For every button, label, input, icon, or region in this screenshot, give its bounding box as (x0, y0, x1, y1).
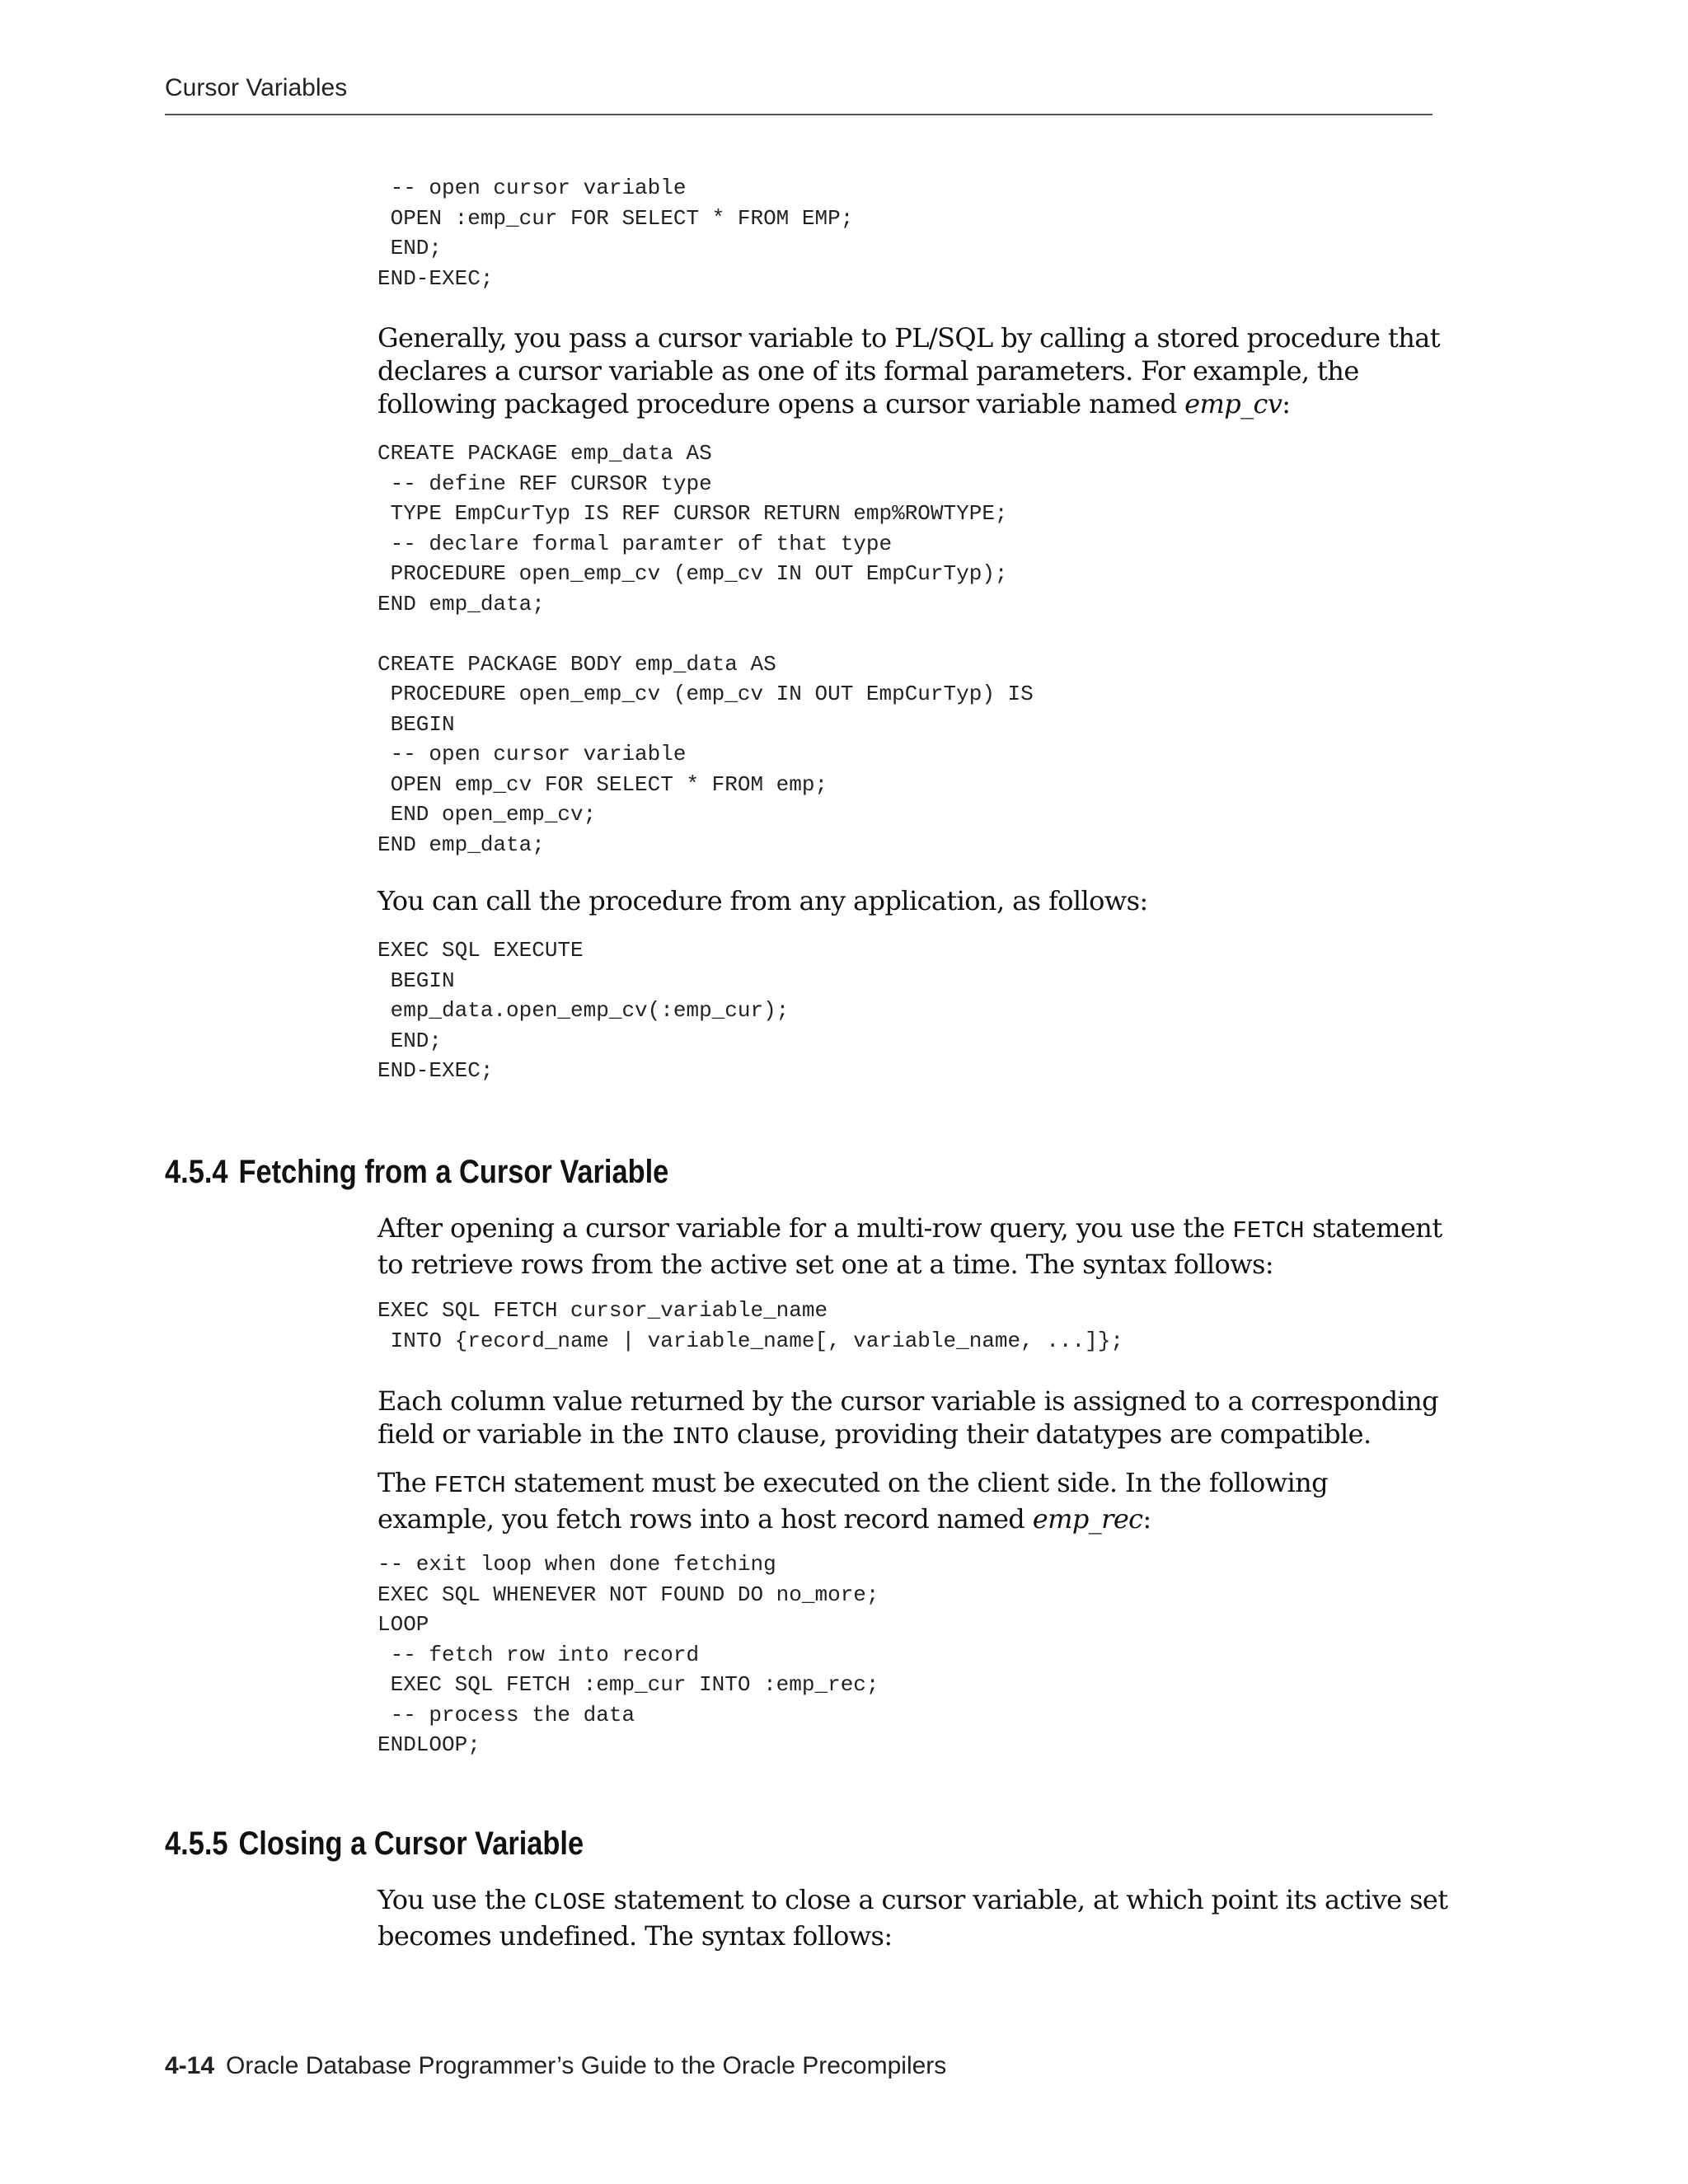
code-block-exec: EXEC SQL EXECUTE BEGIN emp_data.open_emp_cv(:emp_cur); END; END-EXEC; (377, 938, 790, 1083)
paragraph-text: clause, providing their datatypes are compatible. (729, 1418, 1372, 1450)
paragraph-close-intro (377, 1883, 1449, 1952)
section-title: Closing a Cursor Variable (238, 1825, 584, 1862)
paragraph-text: Each column value returned by the cursor variable is assigned to a corresponding field or variable in the (377, 1385, 1439, 1450)
section-heading-closing (165, 1825, 584, 1863)
code-block-open-cursor: -- open cursor variable OPEN :emp_cur FOR SELECT * FROM EMP; END; END-EXEC; (377, 176, 854, 291)
paragraph-pass-cursor-variable (377, 321, 1449, 420)
paragraph-text: statement to close a cursor variable, at which point its active set becomes undefined. The syntax follows: (377, 1884, 1448, 1952)
book-title: Oracle Database Programmer’s Guide to the Oracle Precompilers (226, 2052, 947, 2079)
italic-term: emp_cv (1184, 388, 1282, 419)
paragraph-text: statement to retrieve rows from the active set one at a time. The syntax follows: (377, 1212, 1442, 1280)
code-block-fetch-syntax: EXEC SQL FETCH cursor_variable_name INTO {record_name | variable_name[, variable_name, ...]}; (377, 1298, 1123, 1353)
paragraph-text: : (1282, 388, 1291, 419)
running-header: Cursor Variables (165, 74, 348, 101)
page-footer (165, 2052, 946, 2080)
paragraph-fetch-intro (377, 1212, 1449, 1281)
code-block-fetch-loop: -- exit loop when done fetching EXEC SQL WHENEVER NOT FOUND DO no_more; LOOP -- fetch row into record EXEC SQL FETCH :emp_cur INTO :emp_rec; -- process the data ENDLOOP; (377, 1552, 879, 1757)
italic-term: emp_rec (1032, 1503, 1143, 1535)
code-block-package: CREATE PACKAGE emp_data AS -- define REF CURSOR type TYPE EmpCurTyp IS REF CURSOR RETURN emp%ROWTYPE; -- declare formal paramter of that type PROCEDURE open_emp_cv (emp_cv IN OUT EmpCurTyp); END emp_data; CREATE PACKAGE BODY emp_data AS PROCEDURE open_emp_cv (emp_cv IN OUT EmpCurTyp) IS BEGIN -- open cursor variable OPEN emp_cv FOR SELECT * FROM emp; END open_emp_cv; END emp_data; (377, 441, 1034, 857)
paragraph-text: The (377, 1467, 434, 1498)
paragraph-fetch-client (377, 1466, 1449, 1535)
page-number: 4-14 (165, 2052, 215, 2079)
header-rule (165, 114, 1432, 115)
inline-code: CLOSE (533, 1889, 606, 1916)
section-heading-fetching (165, 1154, 668, 1191)
paragraph-text: statement must be executed on the client side. In the following example, you fetch rows into a host record named (377, 1467, 1329, 1535)
paragraph-column-values (377, 1385, 1449, 1454)
paragraph-text: : (1142, 1503, 1151, 1535)
section-number: 4.5.4 (165, 1154, 228, 1190)
paragraph-call-procedure: You can call the procedure from any application, as follows: (377, 885, 1148, 916)
section-title: Fetching from a Cursor Variable (238, 1154, 669, 1190)
inline-code: INTO (671, 1423, 729, 1451)
paragraph-text: After opening a cursor variable for a multi-row query, you use the (377, 1212, 1233, 1244)
paragraph-text: You use the (377, 1884, 534, 1915)
section-number: 4.5.5 (165, 1825, 228, 1862)
inline-code: FETCH (1232, 1217, 1305, 1244)
inline-code: FETCH (434, 1472, 506, 1499)
paragraph-text: Generally, you pass a cursor variable to PL/SQL by calling a stored procedure that declares a cursor variable as one of its formal parameters. For example, the following packaged procedure opens a cursor variable named (377, 322, 1441, 419)
